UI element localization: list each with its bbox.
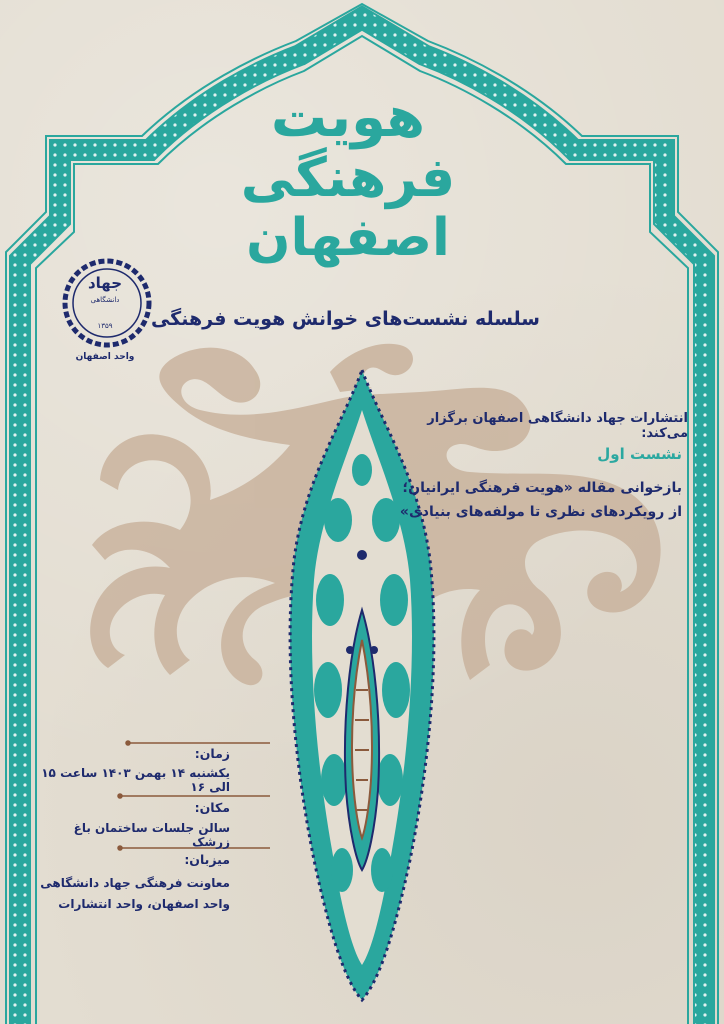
title-line-1: هویت [270, 85, 426, 150]
logo-sub: دانشگاهی [90, 296, 120, 304]
session-label: نشست اول [597, 445, 682, 463]
poster-title [228, 85, 468, 288]
logo-year: ۱۳۵۹ [97, 322, 113, 330]
talk-title-line-2: از رویکردهای نظری تا مولفه‌های بنیادی» [399, 504, 682, 520]
title-line-2: فرهنگی [240, 146, 456, 209]
place-label: مکان: [194, 800, 230, 815]
time-value: یکشنبه ۱۴ بهمن ۱۴۰۳ ساعت ۱۵ الی ۱۶ [41, 766, 230, 794]
host-value-1: معاونت فرهنگی جهاد دانشگاهی [40, 876, 230, 890]
place-value: سالن جلسات ساختمان باغ زرشک [73, 821, 230, 849]
logo-name: جهاد [87, 274, 123, 292]
time-label: زمان: [194, 746, 230, 761]
organizer-line: انتشارات جهاد دانشگاهی اصفهان برگزار می‌کند: [427, 411, 688, 441]
talk-title-line-1: بازخوانی مقاله «هویت فرهنگی ایرانیان؛ [402, 480, 682, 496]
host-label: میزبان: [184, 852, 230, 867]
title-line-3: اصفهان [246, 208, 450, 268]
host-value-2: واحد اصفهان، واحد انتشارات [58, 897, 230, 911]
logo-unit: واحد اصفهان [75, 352, 135, 362]
series-subtitle: سلسله نشست‌های خوانش هویت فرهنگی [150, 308, 540, 330]
